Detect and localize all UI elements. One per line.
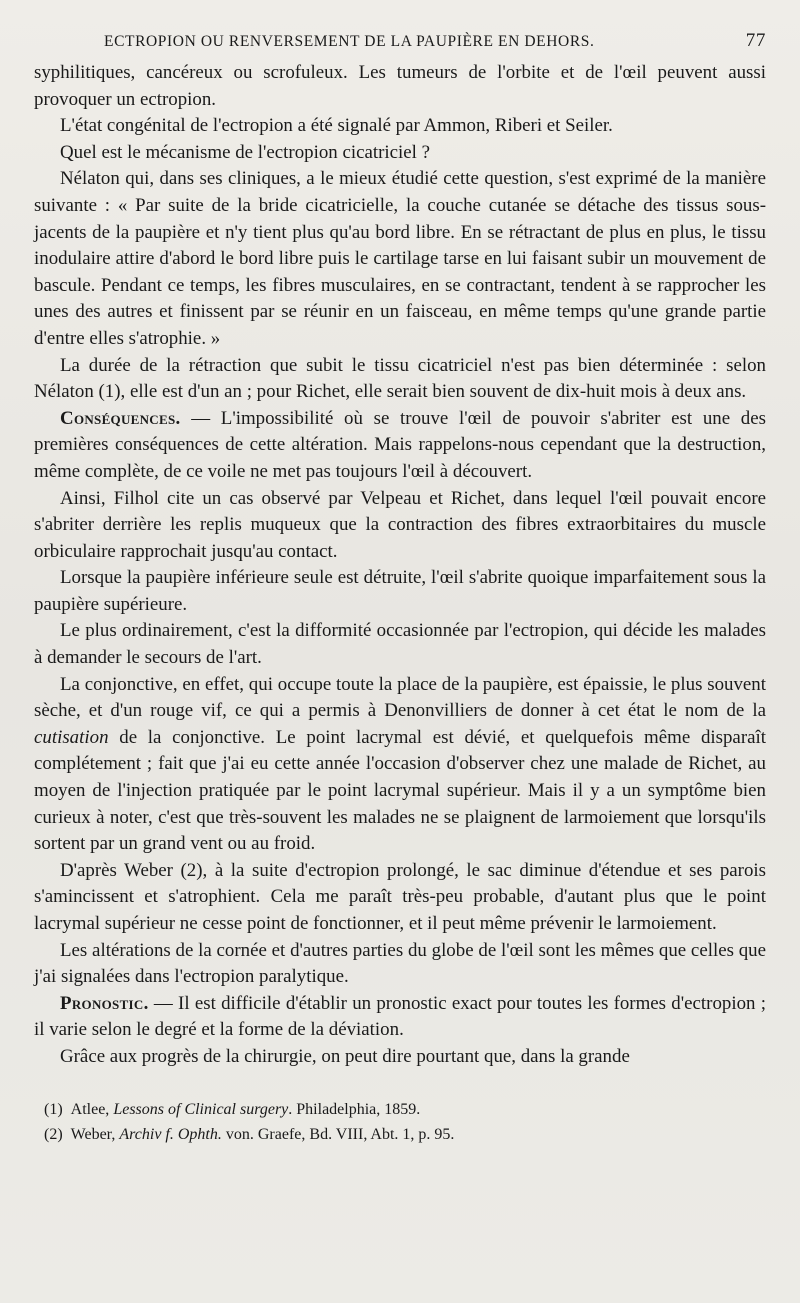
footnote <box>44 1122 766 1147</box>
paragraph <box>34 991 766 1044</box>
paragraph: Lorsque la paupière inférieure seule est détruite, l'œil s'abrite quoique imparfaitement sous la paupière supérieure. <box>34 567 766 615</box>
paragraph: Quel est le mécanisme de l'ectropion cicatriciel ? <box>60 141 431 163</box>
paragraph: D'après Weber (2), à la suite d'ectropion prolongé, le sac diminue d'étendue et ses parois s'amincissent et s'atrophient. Cela me paraît très-peu probable, d'autant plus que le point lacrymal supérieur ne cesse point de fonctionner, et il peut même prévenir le larmoiement. <box>34 859 766 934</box>
footnote-text: Weber, <box>70 1125 120 1143</box>
paragraph <box>34 672 766 858</box>
paragraph: Nélaton qui, dans ses cliniques, a le mieux étudié cette question, s'est exprimé de la manière suivante : « Par suite de la bride cicatricielle, la couche cutanée se détache des tissus sous-jacents de la paupière et n'y tient plus qu'au bord libre. En se rétractant de plus en plus, le tissu inodulaire attire d'abord le bord libre puis le cartilage tarse en lui faisant subir un mouvement de bascule. Pendant ce temps, les fibres musculaires, en se contractant, tendent à se rapprocher les unes des autres et finissent par se réunir en un faisceau, en même temps qu'une grande partie d'entre elles s'atrophie. » <box>34 168 766 349</box>
footnote-mark: (1) <box>44 1100 63 1118</box>
paragraph: Ainsi, Filhol cite un cas observé par Velpeau et Richet, dans lequel l'œil pouvait encore s'abriter derrière les replis muqueux que la contraction des fibres extraorbitaires du muscle orbiculaire rapprochait jusqu'au contact. <box>34 487 766 562</box>
footnotes <box>34 1097 766 1147</box>
paragraph-text: — Il est difficile d'établir un pronostic exact pour toutes les formes d'ectropion ; il varie selon le degré et la forme de la déviation. <box>34 992 766 1041</box>
paragraph <box>34 406 766 486</box>
footnote-title: Lessons of Clinical surgery <box>113 1100 289 1118</box>
page-number: 77 <box>745 30 766 51</box>
footnote-text: . Philadelphia, 1859. <box>288 1100 421 1118</box>
paragraph-text: — L'impossibilité où se trouve l'œil de pouvoir s'abriter est une des premières conséquences de cette altération. Mais rappelons-nous cependant que la destruction, même complète, de ce voile ne met pas toujours l'œil à découvert. <box>34 407 766 482</box>
paragraph: Les altérations de la cornée et d'autres parties du globe de l'œil sont les mêmes que celles que j'ai signalées dans l'ectropion paralytique. <box>34 939 766 988</box>
paragraph: La durée de la rétraction que subit le tissu cicatriciel n'est pas bien déterminée : selon Nélaton (1), elle est d'un an ; pour Richet, elle serait bien souvent de dix-huit mois à deux ans. <box>34 354 766 403</box>
paragraph: Grâce aux progrès de la chirurgie, on peut dire pourtant que, dans la grande <box>60 1045 630 1067</box>
paragraph: syphilitiques, cancéreux ou scrofuleux. Les tumeurs de l'orbite et de l'œil peuvent aussi provoquer un ectropion. <box>34 62 766 110</box>
running-head <box>104 30 766 52</box>
paragraph: Le plus ordinairement, c'est la difformité occasionnée par l'ectropion, qui décide les malades à demander le secours de l'art. <box>34 620 766 669</box>
section-lead: Conséquences. <box>60 407 181 429</box>
footnote-text: von. Graefe, Bd. VIII, Abt. 1, p. 95. <box>221 1125 455 1143</box>
footnote-title: Archiv f. Ophth. <box>119 1125 222 1143</box>
paragraph-text: La conjonctive, en effet, qui occupe toute la place de la paupière, est épaissie, le plus souvent sèche, et d'un rouge vif, ce qui a permis à Denonvilliers de donner à cet état le nom de la <box>34 673 766 722</box>
footnote <box>44 1097 766 1122</box>
paragraph: L'état congénital de l'ectropion a été signalé par Ammon, Riberi et Seiler. <box>60 115 613 137</box>
emphasis: cutisation <box>34 726 109 748</box>
paragraph-text: de la conjonctive. Le point lacrymal est dévié, et quelquefois même disparaît complétement ; fait que j'ai eu cette année l'occasion d'observer chez une malade de Richet, au moyen de l'injection pratiquée par le point lacrymal supérieur. Mais il y a un symptôme bien curieux à noter, c'est que très-souvent les malades ne se plaignent de larmoiement que lorsqu'ils sortent par un grand vent ou au froid. <box>34 726 766 855</box>
body-text <box>34 60 766 1071</box>
running-title: ECTROPION OU RENVERSEMENT DE LA PAUPIÈRE EN DEHORS. <box>104 33 595 50</box>
footnote-text: Atlee, <box>70 1100 114 1118</box>
section-lead: Pronostic. <box>60 992 149 1014</box>
footnote-mark: (2) <box>44 1125 63 1143</box>
